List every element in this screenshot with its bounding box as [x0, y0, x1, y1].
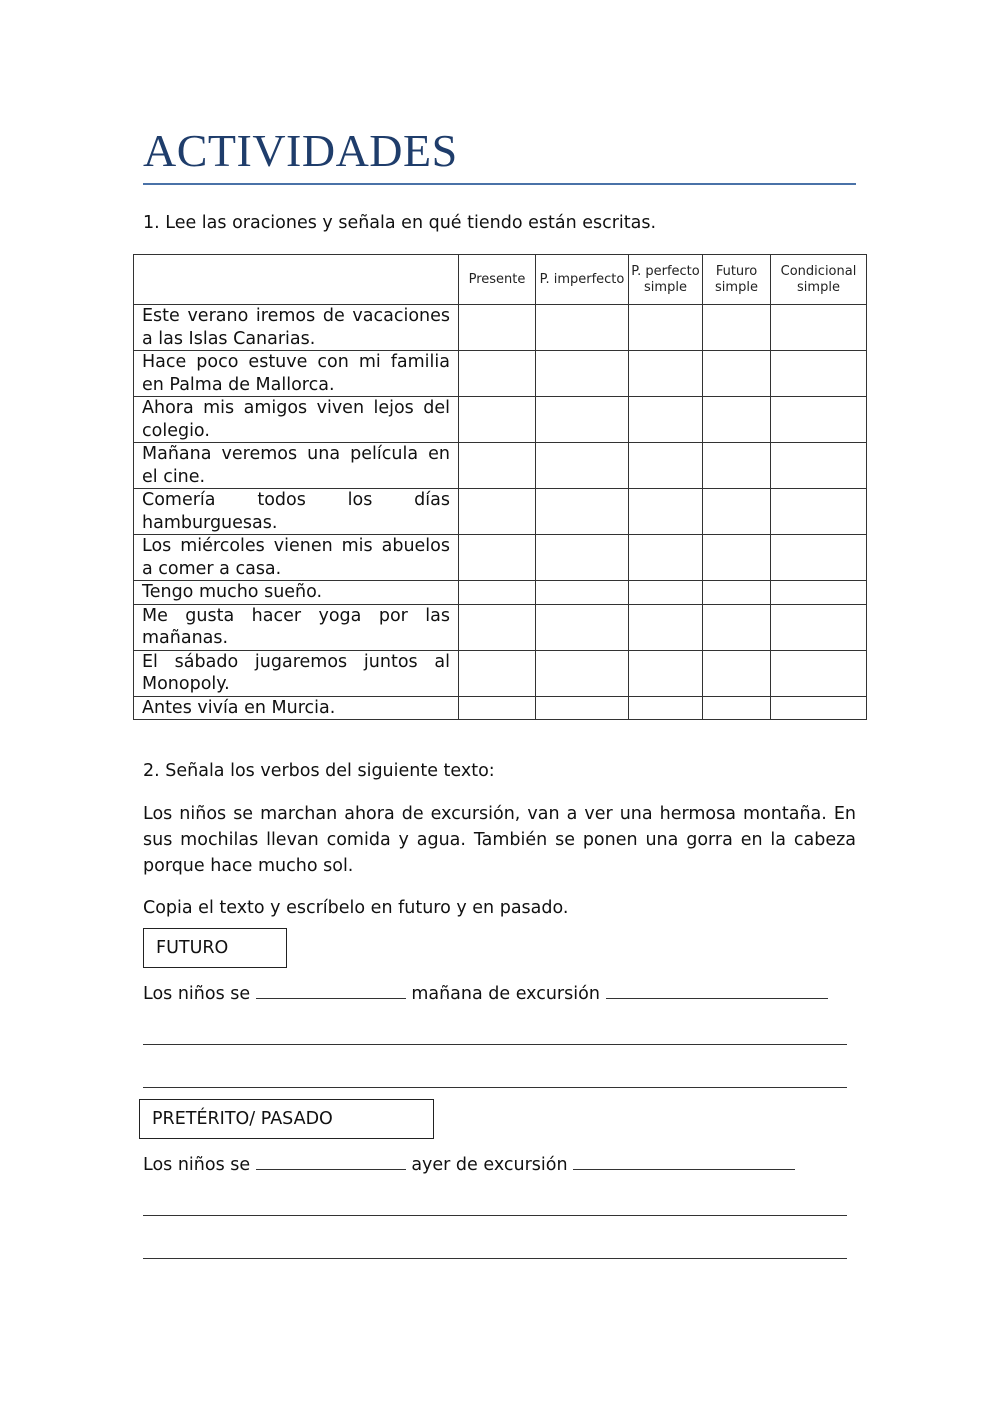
answer-cell-futuro-simple[interactable]	[703, 696, 771, 720]
answer-cell-condicional-simple[interactable]	[771, 604, 867, 650]
exercise1-prompt: 1. Lee las oraciones y señala en qué tiendo están escritas.	[143, 213, 657, 233]
answer-cell-p-imperfecto[interactable]	[536, 305, 629, 351]
sentence-cell: Mañana veremos una película en el cine.	[134, 443, 459, 489]
answer-cell-p-imperfecto[interactable]	[536, 489, 629, 535]
table-row	[134, 650, 867, 696]
table-row	[134, 581, 867, 605]
sentence-cell: Los miércoles vienen mis abuelos a comer a casa.	[134, 535, 459, 581]
answer-cell-condicional-simple[interactable]	[771, 535, 867, 581]
header-p-perfecto-simple: P. perfecto simple	[629, 255, 703, 305]
sentence-cell: Me gusta hacer yoga por las mañanas.	[134, 604, 459, 650]
answer-cell-futuro-simple[interactable]	[703, 305, 771, 351]
pasado-sentence	[143, 1151, 795, 1178]
page-title: ACTIVIDADES	[143, 125, 458, 176]
answer-cell-presente[interactable]	[459, 489, 536, 535]
exercise2-instruction: Copia el texto y escríbelo en futuro y en pasado.	[143, 898, 569, 918]
answer-cell-p-imperfecto[interactable]	[536, 397, 629, 443]
answer-cell-p-perfecto-simple[interactable]	[629, 535, 703, 581]
table-header-row	[134, 255, 867, 305]
answer-cell-presente[interactable]	[459, 696, 536, 720]
answer-cell-condicional-simple[interactable]	[771, 650, 867, 696]
answer-cell-p-perfecto-simple[interactable]	[629, 397, 703, 443]
title-underline	[143, 183, 856, 185]
table-row	[134, 443, 867, 489]
answer-cell-presente[interactable]	[459, 443, 536, 489]
answer-cell-p-imperfecto[interactable]	[536, 535, 629, 581]
answer-cell-p-perfecto-simple[interactable]	[629, 604, 703, 650]
answer-cell-presente[interactable]	[459, 351, 536, 397]
sentence-cell: Este verano iremos de vacaciones a las Islas Canarias.	[134, 305, 459, 351]
futuro-end-blank[interactable]	[606, 980, 828, 999]
answer-cell-presente[interactable]	[459, 397, 536, 443]
answer-cell-presente[interactable]	[459, 581, 536, 605]
answer-cell-p-imperfecto[interactable]	[536, 604, 629, 650]
answer-cell-presente[interactable]	[459, 535, 536, 581]
answer-cell-p-perfecto-simple[interactable]	[629, 696, 703, 720]
answer-cell-condicional-simple[interactable]	[771, 581, 867, 605]
table-row	[134, 489, 867, 535]
header-p-imperfecto: P. imperfecto	[536, 255, 629, 305]
sentence-cell: Comería todos los días hamburguesas.	[134, 489, 459, 535]
answer-cell-condicional-simple[interactable]	[771, 696, 867, 720]
table-row	[134, 604, 867, 650]
sentence-cell: El sábado jugaremos juntos al Monopoly.	[134, 650, 459, 696]
header-condicional-simple: Condicional simple	[771, 255, 867, 305]
futuro-start: Los niños se	[143, 984, 251, 1004]
answer-cell-p-perfecto-simple[interactable]	[629, 443, 703, 489]
answer-cell-p-imperfecto[interactable]	[536, 581, 629, 605]
sentence-cell: Antes vivía en Murcia.	[134, 696, 459, 720]
answer-cell-presente[interactable]	[459, 650, 536, 696]
answer-cell-condicional-simple[interactable]	[771, 443, 867, 489]
header-presente: Presente	[459, 255, 536, 305]
answer-cell-condicional-simple[interactable]	[771, 397, 867, 443]
answer-cell-p-imperfecto[interactable]	[536, 351, 629, 397]
answer-cell-condicional-simple[interactable]	[771, 489, 867, 535]
answer-cell-p-perfecto-simple[interactable]	[629, 650, 703, 696]
answer-cell-futuro-simple[interactable]	[703, 397, 771, 443]
futuro-label-box: FUTURO	[143, 928, 287, 968]
futuro-sentence	[143, 980, 828, 1007]
futuro-answer-line-2[interactable]	[143, 1086, 847, 1088]
table-row	[134, 305, 867, 351]
answer-cell-p-imperfecto[interactable]	[536, 443, 629, 489]
answer-cell-futuro-simple[interactable]	[703, 489, 771, 535]
answer-cell-presente[interactable]	[459, 604, 536, 650]
table-row	[134, 351, 867, 397]
futuro-answer-line-1[interactable]	[143, 1043, 847, 1045]
answer-cell-p-perfecto-simple[interactable]	[629, 351, 703, 397]
answer-cell-futuro-simple[interactable]	[703, 604, 771, 650]
tense-table	[133, 254, 867, 720]
sentence-cell: Tengo mucho sueño.	[134, 581, 459, 605]
exercise2-text: Los niños se marchan ahora de excursión, van a ver una hermosa montaña. En sus mochilas llevan comida y agua. También se ponen una gorra en la cabeza porque hace mucho sol.	[143, 804, 856, 876]
answer-cell-futuro-simple[interactable]	[703, 535, 771, 581]
answer-cell-p-perfecto-simple[interactable]	[629, 489, 703, 535]
exercise2-prompt: 2. Señala los verbos del siguiente texto:	[143, 761, 495, 781]
futuro-verb-blank[interactable]	[256, 980, 406, 999]
answer-cell-futuro-simple[interactable]	[703, 443, 771, 489]
answer-cell-futuro-simple[interactable]	[703, 351, 771, 397]
answer-cell-p-imperfecto[interactable]	[536, 650, 629, 696]
answer-cell-p-perfecto-simple[interactable]	[629, 305, 703, 351]
answer-cell-condicional-simple[interactable]	[771, 305, 867, 351]
answer-cell-presente[interactable]	[459, 305, 536, 351]
header-blank	[134, 255, 459, 305]
pasado-end-blank[interactable]	[573, 1151, 795, 1170]
table-row	[134, 535, 867, 581]
table-row	[134, 696, 867, 720]
answer-cell-futuro-simple[interactable]	[703, 650, 771, 696]
pasado-middle: ayer de excursión	[411, 1155, 568, 1175]
answer-cell-futuro-simple[interactable]	[703, 581, 771, 605]
answer-cell-p-perfecto-simple[interactable]	[629, 581, 703, 605]
pasado-verb-blank[interactable]	[256, 1151, 406, 1170]
answer-cell-p-imperfecto[interactable]	[536, 696, 629, 720]
table-row	[134, 397, 867, 443]
answer-cell-condicional-simple[interactable]	[771, 351, 867, 397]
pasado-answer-line-2[interactable]	[143, 1257, 847, 1259]
futuro-middle: mañana de excursión	[411, 984, 600, 1004]
pasado-label-box: PRETÉRITO/ PASADO	[139, 1099, 434, 1139]
header-futuro-simple: Futuro simple	[703, 255, 771, 305]
pasado-answer-line-1[interactable]	[143, 1214, 847, 1216]
sentence-cell: Hace poco estuve con mi familia en Palma de Mallorca.	[134, 351, 459, 397]
sentence-cell: Ahora mis amigos viven lejos del colegio.	[134, 397, 459, 443]
pasado-start: Los niños se	[143, 1155, 251, 1175]
